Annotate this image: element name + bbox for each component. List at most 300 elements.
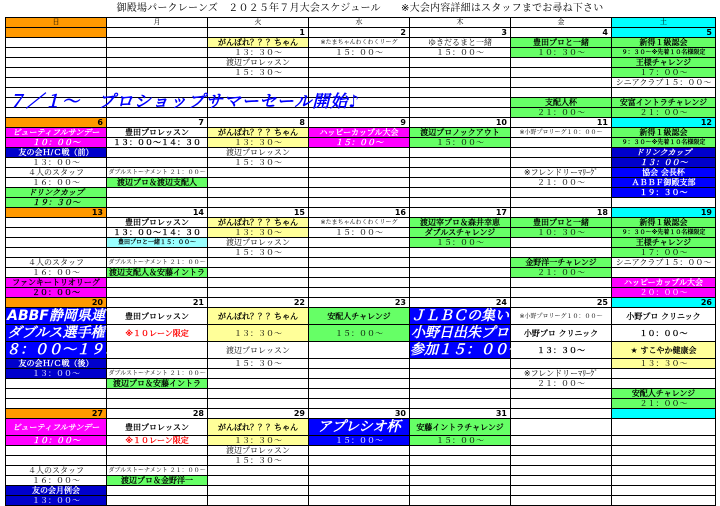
event-line-tue [208,188,309,198]
event-line-fri: ※フレンドリーﾏﾘｰｸﾞ [511,369,612,379]
event-line-wed [309,148,410,158]
event-line-sat: シニアクラブ１５：００～ [612,258,716,268]
event-line-tue [208,466,309,476]
event-line-sat: １９：３０～ [612,188,716,198]
event-line-tue: がんばれ？？？ちゃん [208,419,309,436]
event-line-wed [309,288,410,298]
date-number: 18 [511,208,612,218]
event-line-sat: ２１：００～ [612,399,716,409]
event-row [6,68,716,78]
event-line-thu [410,88,511,98]
event-line-sat [612,268,716,278]
event-line-thu [410,359,511,369]
date-number: 25 [511,298,612,308]
event-row [6,38,716,48]
event-line-mon [107,288,208,298]
event-line-wed [309,446,410,456]
event-line-sun: ビューティフルサンデー [6,419,107,436]
event-row [6,446,716,456]
event-row [6,325,716,342]
event-line-sat: 王様チャレンジ [612,58,716,68]
week-number-row [6,409,716,419]
date-number [511,409,612,419]
event-line-thu: １５：００～ [410,138,511,148]
event-line-tue: １５：３０～ [208,456,309,466]
date-number [612,409,716,419]
week-number-row [6,298,716,308]
event-line-thu [410,446,511,456]
event-line-tue: がんばれ？？？ちゃん [208,218,309,228]
event-line-sat [612,496,716,506]
event-line-mon: ダブルストーナメント ２１：００～ [108,169,206,176]
event-line-mon: 豊田プロレッスン [107,308,208,325]
event-line-fri: ２１：００～ [511,108,612,118]
event-line-sun: 友の会Ｈ/Ｃ戦（後） [6,359,107,369]
event-line-wed [309,188,410,198]
event-line-sat [612,369,716,379]
event-line-tue: がんばれ？？？ちゃん [208,308,309,325]
event-row [6,268,716,278]
event-line-thu [410,148,511,158]
event-line-wed [309,389,410,399]
event-line-sun: ドリンクカップ [6,188,107,198]
event-line-sat: ２０：００～ [612,288,716,298]
event-line-wed [309,496,410,506]
event-line-sat: １０：００～ [612,325,716,342]
event-line-tue: １３：３０～ [208,138,309,148]
event-line-mon: １３：００～１４：３０ [107,138,208,148]
event-line-thu [410,486,511,496]
event-line-wed: アプレシオ杯 [309,419,410,436]
event-line-thu [410,68,511,78]
event-line-wed: １５：００～ [309,138,410,148]
event-line-fri: ※小野プロリーグ１０：００～ [511,308,612,325]
event-line-thu: 渡辺宰プロ＆森井幸恵 [410,218,511,228]
event-line-tue [208,258,309,268]
event-line-wed [309,258,410,268]
event-line-fri: 支配人杯 [511,98,612,108]
event-line-thu [410,476,511,486]
event-line-sat: 新得１級認会 [612,128,716,138]
event-line-tue [208,476,309,486]
event-line-wed: ※たまちゃんわくわくリーグ [309,38,410,48]
event-line-thu: 安藤イントラチャレンジ [410,419,511,436]
event-line-tue: がんばれ？？？ちゃん [208,38,309,48]
event-line-tue: １５：３０～ [208,68,309,78]
day-name-0: 日 [6,18,107,28]
event-line-mon: 渡辺プロ＆渡辺支配人 [107,178,208,188]
event-line-tue [208,268,309,278]
event-line-thu [410,78,511,88]
event-line-sun [6,446,107,456]
event-line-fri [511,486,612,496]
event-line-sat: ハッピーカップル大会 [612,278,716,288]
day-name-1: 月 [107,18,208,28]
event-line-fri [511,198,612,208]
event-line-fri: １３：３０～ [511,342,612,359]
event-line-mon [107,389,208,399]
event-line-fri [511,496,612,506]
event-line-wed [309,248,410,258]
event-line-sat [612,446,716,456]
event-line-fri [511,158,612,168]
event-line-sat: ２１：００～ [612,108,716,118]
date-number [107,28,208,38]
event-line-sat: １３：００～ [612,158,716,168]
event-line-wed: １５：００～ [309,48,410,58]
date-number: 6 [6,118,107,128]
event-line-sat: 安富イントラチャレンジ [612,98,716,108]
page-title: 御殿場パークレーンズ ２０２５年７月大会スケジュール ※大会内容詳細はスタッフまでお尋ね下さい [116,3,604,14]
event-line-fri [511,446,612,456]
event-line-tue [208,168,309,178]
day-name-row [6,18,716,28]
event-line-mon: ダブルストーナメント ２１：００～ [108,370,206,377]
event-line-mon [107,278,208,288]
day-name-6: 土 [612,18,716,28]
event-line-fri: ※小野プロリーグ１０：００～ [511,128,612,138]
event-line-sun [6,379,107,389]
event-line-mon [107,148,208,158]
event-line-fri [511,278,612,288]
event-line-sun: ４人のスタッフ [6,258,107,268]
event-line-sat: ９：３０～※先着１０名様限定 [612,48,716,58]
event-line-thu: 渡辺プロノックアウト [410,128,511,138]
date-number: 12 [612,118,716,128]
event-line-wed [309,168,410,178]
event-line-fri [511,138,612,148]
event-row [6,168,716,178]
event-line-thu: １５：００～ [410,48,511,58]
event-line-thu [410,248,511,258]
event-line-mon: 豊田プロと一緒１５：００～ [107,238,208,248]
event-line-sun: ８：００～１９：００ [6,342,146,358]
event-line-thu [410,278,511,288]
event-line-sun [6,68,107,78]
event-line-sat [612,419,716,436]
event-line-fri: １０：３０～ [511,48,612,58]
event-line-tue [208,379,309,389]
event-line-wed [309,379,410,389]
event-line-wed [309,476,410,486]
event-line-thu [410,98,511,108]
event-row [6,288,716,298]
event-line-mon: 豊田プロレッスン [107,218,208,228]
event-line-fri: 金野洋一チャレンジ [511,258,612,268]
event-line-mon: 渡辺プロ＆安藤イントラ [107,379,208,389]
date-number: 30 [309,409,410,419]
event-line-fri [511,476,612,486]
event-line-fri [511,68,612,78]
event-line-tue [208,198,309,208]
event-line-fri [511,359,612,369]
event-line-thu [410,268,511,278]
event-row [6,369,716,379]
event-line-mon [107,446,208,456]
event-line-mon [107,48,208,58]
event-line-tue: がんばれ？？？ちゃん [208,128,309,138]
event-line-sun: １３：００～ [6,496,107,506]
date-number: 21 [107,298,208,308]
event-line-wed [309,238,410,248]
event-row [6,308,716,325]
date-number: 20 [6,298,107,308]
event-line-wed [309,399,410,409]
day-name-2: 火 [208,18,309,28]
date-number: 4 [511,28,612,38]
day-name-5: 金 [511,18,612,28]
event-line-tue [208,178,309,188]
event-line-sun [6,48,107,58]
event-line-fri [511,248,612,258]
date-number: 27 [6,409,107,419]
event-line-fri: ２１：００～ [511,268,612,278]
event-line-tue [208,278,309,288]
date-number: 26 [612,298,716,308]
event-line-thu: 参加１５：００～ [410,342,522,358]
event-row [6,188,716,198]
event-row [6,248,716,258]
event-line-thu: 小野日出朱プロ [411,325,509,341]
event-line-sat [612,198,716,208]
event-line-tue: １３：３０～ [208,228,309,238]
date-number: 10 [410,118,511,128]
event-line-sun: １０：００～ [6,138,107,148]
event-line-fri: １０：３０～ [511,228,612,238]
event-line-sat: １７：００～ [612,68,716,78]
event-line-fri [511,78,612,88]
event-row [6,138,716,148]
event-line-sun: １９：３０～ [6,198,107,208]
event-row [6,496,716,506]
event-line-tue: １５：３０～ [208,158,309,168]
event-line-wed [309,178,410,188]
event-line-mon [107,248,208,258]
event-line-thu [410,288,511,298]
event-line-fri [511,58,612,68]
event-line-sun [6,38,107,48]
event-line-tue [208,288,309,298]
date-number: 17 [410,208,511,218]
event-line-fri [511,466,612,476]
event-line-thu [410,58,511,68]
event-line-fri: 小野プロ クリニック [511,325,612,342]
date-number: 5 [612,28,716,38]
event-line-mon: 豊田プロレッスン [107,128,208,138]
event-row [6,399,716,409]
event-line-tue: 渡辺プロレッスン [208,238,309,248]
event-line-thu [410,178,511,188]
event-line-thu [410,466,511,476]
event-line-tue [208,389,309,399]
event-line-mon [107,399,208,409]
event-line-sun: １６：００～ [6,476,107,486]
event-line-fri [511,238,612,248]
event-line-wed: ハッピーカップル大会 [309,128,410,138]
event-line-sun: １３：００～ [6,158,107,168]
event-line-tue [208,399,309,409]
event-line-tue: 渡辺プロレッスン [208,148,309,158]
event-line-tue: １３：３０～ [208,325,309,342]
event-line-thu [410,379,511,389]
event-line-mon: ダブルストーナメント ２１：００～ [108,467,206,474]
event-line-sat: 王様チャレンジ [612,238,716,248]
event-line-sun: １６：００～ [6,178,107,188]
event-line-sat [612,466,716,476]
event-line-sun: 友の会月例会 [6,486,107,496]
date-number: 11 [511,118,612,128]
event-line-mon: ※１０レーン限定 [107,325,208,342]
event-line-thu [410,108,511,118]
event-line-wed [309,456,410,466]
event-line-sun [6,399,107,409]
event-row [6,178,716,188]
event-line-tue: １５：３０～ [208,248,309,258]
event-line-tue: １３：３０～ [208,48,309,58]
date-number: 29 [208,409,309,419]
date-number: 31 [410,409,511,419]
event-line-thu: １５：００～ [410,238,511,248]
event-line-wed: 安配人チャレンジ [309,308,410,325]
event-line-mon [107,68,208,78]
date-number: 19 [612,208,716,218]
event-line-tue: １３：３０～ [208,436,309,446]
event-line-wed [309,466,410,476]
date-number: 2 [309,28,410,38]
event-line-wed: ※たまちゃんわくわくリーグ [309,218,410,228]
event-line-sat [612,486,716,496]
event-line-sun: ABBF静岡県連 [7,308,105,324]
event-line-sun [6,238,107,248]
event-line-mon [107,359,208,369]
event-line-fri: ２１：００～ [511,178,612,188]
event-line-tue [208,496,309,506]
event-row [6,228,716,238]
event-row [6,48,716,58]
event-line-thu [410,456,511,466]
event-line-wed [309,58,410,68]
event-row [6,148,716,158]
event-line-mon: ※１０レーン限定 [107,436,208,446]
event-line-sun: １３：００～ [6,369,107,379]
event-line-sat [612,379,716,389]
event-line-mon [107,58,208,68]
date-number: 13 [6,208,107,218]
event-line-thu [410,158,511,168]
event-line-wed [309,486,410,496]
event-row [6,58,716,68]
event-line-sun: ビューティフルサンデー [6,128,107,138]
event-line-thu [410,198,511,208]
date-number: 1 [208,28,309,38]
event-line-sat: １７：００～ [612,248,716,258]
event-line-tue [208,369,309,379]
event-line-sun [6,248,107,258]
event-line-sun [6,389,107,399]
event-row [6,128,716,138]
event-line-sun: １６：００～ [6,268,107,278]
event-line-fri [511,88,612,98]
event-line-wed [309,369,410,379]
event-row [6,436,716,446]
event-line-sat: ９：３０～※先着１０名様限定 [612,228,716,238]
event-line-sat: ドリンクカップ [612,148,716,158]
event-line-mon [107,158,208,168]
event-line-sat: １３：３０～ [612,359,716,369]
event-row [6,456,716,466]
event-line-sun [6,456,107,466]
event-row [6,379,716,389]
event-row [6,486,716,496]
event-line-mon [107,486,208,496]
date-number: 22 [208,298,309,308]
event-line-sat: 新得１級認会 [612,218,716,228]
event-line-wed [309,68,410,78]
day-name-3: 水 [309,18,410,28]
event-line-sun: １０：００～ [6,436,107,446]
date-number: 23 [309,298,410,308]
event-line-wed [309,342,410,359]
event-line-wed [309,278,410,288]
event-line-wed: １５：００～ [309,436,410,446]
event-row [6,218,716,228]
event-line-sun: ファンキートリオリーグ [6,278,107,288]
event-line-fri [511,188,612,198]
event-line-mon: 渡辺支配人＆安藤イントラ [107,268,208,278]
event-line-wed: １５：００～ [309,228,410,238]
event-line-sat: ＡＢＢＦ御殿支部 [612,178,716,188]
event-line-fri [511,389,612,399]
date-number: 28 [107,409,208,419]
event-line-sun [6,218,107,228]
event-line-fri [511,288,612,298]
date-number: 15 [208,208,309,218]
event-line-thu [410,168,511,178]
event-row [6,466,716,476]
date-number: 8 [208,118,309,128]
event-line-sun [6,58,107,68]
event-line-mon: 渡辺プロ＆金野洋一 [107,476,208,486]
event-line-sun: ２０：００～ [6,288,107,298]
event-line-sat [612,456,716,466]
date-number: 3 [410,28,511,38]
event-line-sat [612,476,716,486]
event-row [6,158,716,168]
event-line-thu: ＪＬＢＣの集い [411,308,509,324]
week-number-row [6,208,716,218]
event-line-mon [107,38,208,48]
week-number-row [6,28,716,38]
event-line-sun: 友の会Ｈ/Ｃ戦（前） [6,148,107,158]
event-line-mon: ダブルストーナメント ２１：００～ [108,259,206,266]
event-line-mon: １３：００～１４：３０ [107,228,208,238]
event-line-thu [410,389,511,399]
event-line-mon [107,496,208,506]
date-number: 24 [410,298,511,308]
event-line-sat: ★ すこやか健康会 [612,342,716,359]
event-line-sat: シニアクラブ１５：００～ [612,78,716,88]
event-line-fri: 豊田プロと一緒 [511,218,612,228]
event-line-sun [6,228,107,238]
event-line-fri [511,399,612,409]
event-line-sat: 新得１級認会 [612,38,716,48]
event-line-fri: ２１：００～ [511,379,612,389]
event-line-fri [511,148,612,158]
event-line-thu [410,188,511,198]
event-line-thu [410,369,511,379]
event-row [6,258,716,268]
event-line-sun: ４人のスタッフ [6,466,107,476]
